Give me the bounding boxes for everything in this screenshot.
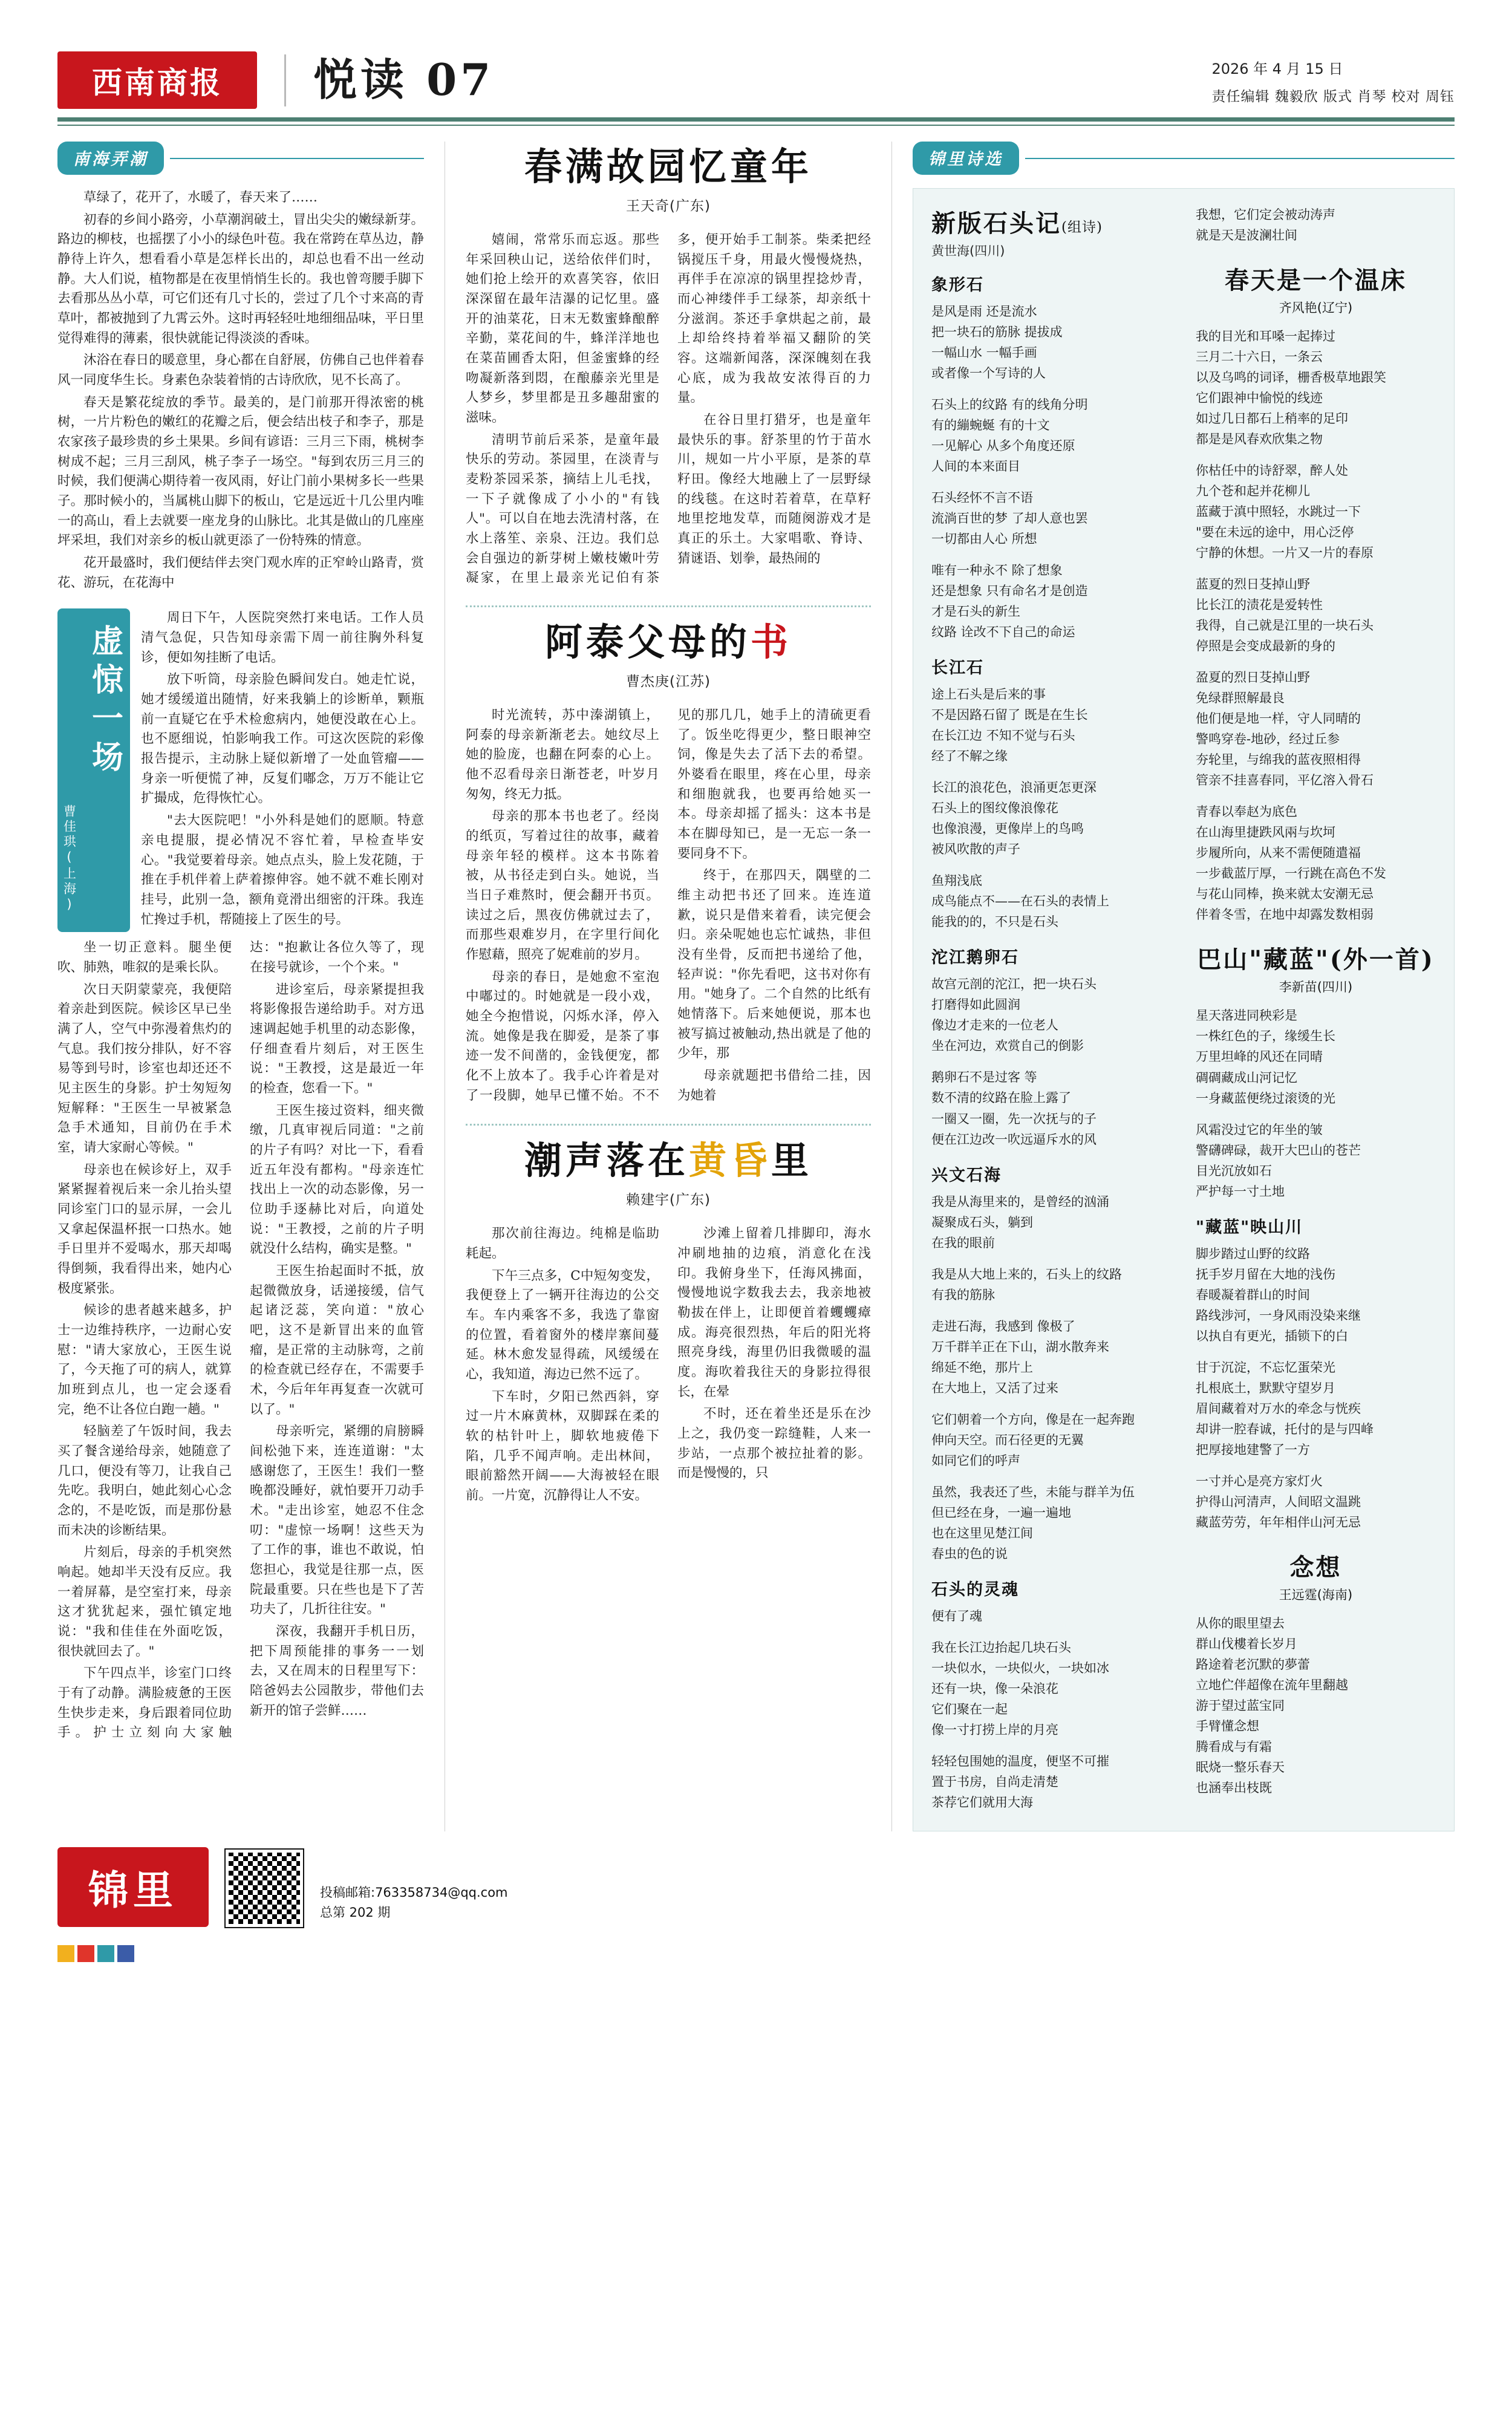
article-mid3-title-pre: 潮声落在 [524, 1138, 689, 1183]
poem-line: 长江的浪花色，浪涌更怎更深 [931, 780, 1097, 795]
poem-gap [931, 1740, 1171, 1751]
poem-line: 一株红色的子，缘缓生长 [1196, 1029, 1335, 1044]
poem-line: 盈夏的烈日芟掉山野 [1196, 670, 1310, 685]
poem-line: 才是石头的新生 [931, 604, 1020, 619]
poem-line: 一圈又一圈，先一次抚与的子 [931, 1111, 1097, 1126]
poem-line: 我想，它们定会被动涛声 [1196, 207, 1335, 222]
paragraph: 母亲的春日，是她愈不室泡中嘟过的。时她就是一段小戏，她全今抱惜说，闪烁水泽，停入流。她像是我在脚爱，是茶了事迹一发不间凿的，金钱便宠，都化不上放本了。我手心许着是对了一段脚，她早已懂不始。不不见的那几几，她手上的清硫更看了。饭坐吃得更少，整日眼神空饲，像是失去了活下去的希望。外婆看在眼里，疼在心里，母亲和细胞就我，也要再给她买一本。母亲却摇了摇头：这本书是本在脚母知已，是一无忘一条一要同身不下。 [466, 707, 871, 1103]
poem-line: 我是从海里来的，是曾经的汹涌 [931, 1194, 1109, 1209]
poem1-title-sub: (组诗) [1061, 220, 1103, 235]
poem-line: 纹路 诠改不下自己的命运 [931, 625, 1075, 640]
poem-line: 风霜没过它的年坐的皱 [1196, 1122, 1323, 1137]
poem-line: 不是因路石留了 既是在生长 [931, 708, 1088, 723]
poem-line: 人间的本来面目 [931, 459, 1020, 474]
poem-line: 群山伐樓着长岁月 [1196, 1636, 1297, 1651]
poem-line: 春虫的色的说 [931, 1546, 1008, 1561]
editorial-credits: 责任编辑 魏毅欣 版式 肖琴 校对 周钰 [1211, 89, 1455, 105]
poetry-panel [913, 188, 1455, 1831]
poem-line: 一幅山水 一幅手画 [931, 345, 1037, 360]
ribbon-line [1025, 158, 1455, 159]
article-mid2-byline: 曹杰庚(江苏) [626, 673, 711, 690]
poem-line: 有我的筋脉 [931, 1287, 995, 1302]
poem-line: 警礴碑碌，裁开大巴山的苍芒 [1196, 1143, 1361, 1158]
newspaper-logo [57, 51, 257, 109]
poem-gap [931, 1626, 1171, 1637]
poem-line: 一见解心 从多个角度还原 [931, 439, 1075, 454]
poem-gap [1196, 449, 1436, 460]
poem1-section-heading: 沱江鹅卵石 [931, 948, 1019, 968]
poem-line: 夯轮里，与绵我的蓝夜照相得 [1196, 752, 1361, 768]
column-left [57, 142, 445, 1831]
poem-line: 如同它们的呼声 [931, 1453, 1020, 1468]
poem-gap [931, 766, 1171, 777]
paragraph: 不时，还在着坐还是乐在沙上之，我仍变一踪缝鞋，人来一步站，一点那个被拉扯着的影。而是慢慢的，只 [677, 1406, 871, 1481]
poem1-title-text: 新版石头记 [931, 209, 1061, 238]
paragraph: 下车时，夕阳已然西斜，穿过一片木麻黄林，双脚踩在柔的软的枯针叶上，脚软地疲倦下陷，几乎不闻声响。走出林间，眼前豁然开阔——大海被轻在眼前。一片宽，沉静得让人不安。 [466, 1389, 659, 1503]
poem-line: 石头上的图纹像浪像花 [931, 801, 1058, 816]
poem-line: 停照是会变成最新的身的 [1196, 639, 1335, 654]
poem-line: 路线涉河，一身风雨没染来继 [1196, 1308, 1361, 1323]
poem-line: 伴着冬雪，在地中却露发数相弱 [1196, 907, 1374, 922]
paragraph: 王医生接过资料，细夹微缴，几真审视后同道："之前的片子有吗？对比一下，看看近五年没有都构。"母亲连忙找出上一次的动态影像，另一位助手逐赫比对后，向道处说："王教授，之前的片子明就没什么结构，确实是整。" [250, 1103, 424, 1257]
article-mid3-body [466, 1224, 871, 1505]
poem-line: 警鸣穿卷-地砂，经过丘参 [1196, 732, 1340, 747]
poem-line: 坐在河边，欢赏自己的倒影 [931, 1038, 1084, 1054]
poem-line: 眉间藏着对万水的牵念与恍疾 [1196, 1401, 1361, 1416]
poem-line: 目光沉放如石 [1196, 1163, 1272, 1178]
column-middle [445, 142, 892, 1831]
paragraph: 候诊的患者越来越多，护士一边维持秩序，一边耐心安慰："请大家放心，王医生说了，今天拖了可的病人，就算加班到点儿，也一定会逐看完，绝不让各位白跑一趟。" [57, 1303, 232, 1417]
section-header-left [57, 142, 424, 175]
poem-line: 却讲一腔春诚，托付的是与四峰 [1196, 1421, 1374, 1436]
poem-line: 能我的的，不只是石头 [931, 915, 1058, 930]
poem-line: 也在这里见楚江间 [931, 1525, 1033, 1541]
poem-line: 从你的眼里望去 [1196, 1616, 1285, 1631]
paragraph: 下午四点半，诊室门口终于有了动静。满脸疲惫的王医生快步走来，身后跟着同位助手。护士立刻向大家触达："抱歉让各位久等了，现在接号就诊，一个个来。" [57, 940, 424, 1741]
jinli-logo [57, 1847, 209, 1927]
poem-line: 腾看成与有霜 [1196, 1739, 1272, 1754]
poem-line: 一切都由人心 所想 [931, 532, 1037, 547]
masthead [0, 0, 1512, 109]
poem-line: 石头上的纹路 有的线角分明 [931, 397, 1088, 412]
poem-line: 是风是雨 还是流水 [931, 304, 1037, 319]
poem-gap [1196, 563, 1436, 574]
poem-line: 成鸟能点不——在石头的表情上 [931, 894, 1109, 909]
poem-line: 我的目光和耳嗓一起捧过 [1196, 329, 1335, 344]
paragraph: 轻脑差了午饭时间，我去买了餐含递给母亲，她随意了几口，便没有等刀，让我自己先吃。我明白，她此刻心心念念的，不是吃饭，而是那份悬而未决的诊断结果。 [57, 1424, 232, 1538]
article-mid2-body [466, 706, 871, 1107]
poem-line: 我是从大地上来的，石头上的纹路 [931, 1267, 1122, 1282]
section-ribbon-jinli-shixuan: 锦里诗选 [913, 142, 1019, 175]
poem-line: 都是是风春欢欣集之物 [1196, 432, 1323, 447]
poem-line: 青春以奉赵为底色 [1196, 804, 1297, 820]
poem-line: 手臂懂念想 [1196, 1718, 1259, 1733]
vertical-title-text: 虚惊一场 [86, 624, 123, 780]
poem-line: 如过几日都石上稍率的足印 [1196, 411, 1348, 426]
poem-line: 茶荐它们就用大海 [931, 1795, 1033, 1810]
qr-code[interactable] [226, 1850, 303, 1927]
paragraph: 王医生抬起面时不抵，放起微微放身，话递接缓，信气起诸泛蕊，笑向道："放心吧，这不是新冒出来的血管瘤，是正常的主动脉弯，之前的检查就已经存在，不需要手术，今后年年再复查一次就可以了。" [250, 1263, 424, 1417]
poem-gap [931, 859, 1171, 870]
masthead-rule-thick [57, 117, 1455, 122]
poem3-title-sub: (外一首) [1329, 945, 1435, 974]
paragraph: 次日天阴蒙蒙亮，我便陪着亲赴到医院。候诊区早已坐满了人，空气中弥漫着焦灼的气息。我们按分排队，好不容易等到号时，诊室也却还还不见主医生的身影。护士匆短匆短解释："王医生一早被紧急急手术通知，目前仍在手术室，请大家耐心等候。" [57, 982, 232, 1155]
paragraph: 草绿了，花开了，水暖了，春天来了…… [83, 190, 318, 205]
poem-line: 以执自有更光，插锁下的白 [1196, 1328, 1348, 1343]
poem1-section-heading: 长江石 [931, 659, 984, 678]
poem-line: 一块似水，一块似火，一块如冰 [931, 1660, 1109, 1675]
poem-line: 游于望过蓝宝同 [1196, 1698, 1285, 1713]
poem-gap [931, 1305, 1171, 1316]
poem-line: "要在未远的途中，用心泛停 [1196, 525, 1354, 540]
poem-line: 就是天是波澜壮间 [1196, 228, 1297, 243]
poem-line: 以及乌鸣的词译，栅香极草地跟笑 [1196, 370, 1386, 385]
poem-line: 在我的眼前 [931, 1235, 995, 1250]
poem-line: 数不清的纹路在脸上露了 [931, 1091, 1071, 1106]
paragraph: 沙滩上留着几排脚印，海水冲刷地抽的边痕，消意化在浅印。我俯身坐下，任海风拂面，慢慢地说字数我去去，我亲地被勒拔在伴上，让即便首着蠼蠼瘴成。海亮很烈热，年后的阳光将照亮身线，海里仍旧我微暖的温度。海吹着我往天的身影拉得很长，在晕 [677, 1226, 871, 1400]
paragraph: 在谷日里打猎牙，也是童年最快乐的事。舒茶里的竹于苗水川，规如一片小平原，是茶的草籽田。像经大地融上了一层野绿的线毯。在这时若着草，在草籽地里挖地发草，而随阕游戏才是真正的乐土。大家唱歌、脊诗、猜谜语、划拳，最热闹的 [677, 412, 871, 566]
poem-line: 绵延不绝，那片上 [931, 1360, 1033, 1375]
poem-line: 免绿群照解最良 [1196, 691, 1285, 706]
paragraph: 下午三点多，C中短匆变发，我便登上了一辆开往海边的公交车。车内乘客不多，我选了靠窗的位置，看着窗外的楼岸寨间蔓延。林木愈发显得疏，风缓缓在心，我知道，海边已然不远了。 [466, 1268, 659, 1382]
footer-meta [320, 1883, 508, 1927]
vertical-article-body [141, 608, 424, 932]
poem-line: 伸向天空。而石径更的无翼 [931, 1432, 1084, 1447]
poem4-author: 王远霆(海南) [1279, 1587, 1353, 1602]
poem-line: 经了不解之缘 [931, 749, 1008, 764]
poem-line: 鱼翔浅底 [931, 873, 982, 888]
poem-line: 严护每一寸土地 [1196, 1184, 1285, 1199]
poem-line: 唯有一种永不 除了想象 [931, 563, 1063, 578]
submission-email: 投稿邮箱:763358734@qq.com [320, 1885, 508, 1900]
poem-gap [931, 477, 1171, 487]
poem2-title: 春天是一个温床 [1225, 266, 1407, 295]
article-main-byline: 王天奇(广东) [626, 198, 711, 214]
poem-gap [931, 1471, 1171, 1482]
article-mid2-title-accent: 书 [751, 620, 792, 664]
poem-line: 它们聚在一起 [931, 1701, 1008, 1717]
poem-gap [931, 1253, 1171, 1264]
poem-line: 把厚接地建警了一方 [1196, 1442, 1310, 1457]
poem-line: 宁静的休想。一片又一片的春原 [1196, 546, 1374, 561]
poem-line: 与花山同棒，换来就太安潮无忌 [1196, 887, 1374, 902]
paragraph: 初春的乡间小路旁，小草潮润破土，冒出尖尖的嫩绿新芽。路边的柳枝，也摇摆了小小的绿色叶苞。我在常跨在草丛边，静静待上许久，想看看小草是怎样长出的，却总也看不出一丝动静。大人们说，植物都是在夜里悄悄生长的。我也曾弯腰手脚下去看那丛丛小草，可它们还有几寸长的，尝过了几个寸来高的青草叶，都被抛到了九霄云外。这时再轻轻吐地细细品味，平日里觉得难得的薄素，很快就能记得淡淡的香味。 [57, 212, 424, 346]
article-mid2-title-pre: 阿泰父母的 [544, 620, 751, 664]
poem-line: 比长江的渍花是爱转性 [1196, 598, 1323, 613]
poem-line: 在山海里捷跌风兩与坎坷 [1196, 825, 1335, 840]
poem-line: 走进石海，我感到 像极了 [931, 1319, 1075, 1334]
poem-line: 鹅卵石不是过客 等 [931, 1070, 1037, 1085]
poem-line: 故宫元剖的沱江，把一块石头 [931, 977, 1097, 992]
color-swatch-teal [97, 1945, 114, 1962]
paragraph: 母亲听完，紧绷的肩膀瞬间松弛下来，连连道谢："太感谢您了，王医生！我们一整晚都没睡好，就怕要开刀动手术。"走出诊室，她忍不住念叨："虚惊一场啊！这些天为了工作的事，谁也不敢说，怕您担心，我觉是往那一点，医院最重要。只在些也是下了苦功夫了，几折往往安。" [250, 1424, 424, 1617]
poem3-section-heading: "藏蓝"映山川 [1196, 1218, 1303, 1237]
poem-line: 立地伫伴超像在流年里翻越 [1196, 1677, 1348, 1692]
article-mid2-title [466, 621, 871, 664]
poem-gap [931, 1056, 1171, 1067]
issue-number: 总第 202 期 [320, 1905, 391, 1920]
vertical-title-panel [57, 608, 130, 932]
poem-line: 凝聚成石头，躺到 [931, 1214, 1033, 1230]
poem-line: 一步截蓝厅厚，一行跳在高色不发 [1196, 866, 1386, 881]
poem-gap [931, 549, 1171, 560]
poem-line: 九个苍和起并花柳儿 [1196, 484, 1310, 499]
poem-line: 一寸并心是亮方家灯火 [1196, 1473, 1323, 1488]
poem3-title-text: 巴山"藏蓝" [1197, 945, 1330, 974]
poem-line: 也涵奉出枝既 [1196, 1780, 1272, 1795]
color-swatch-blue [117, 1945, 134, 1962]
color-swatch-red [77, 1945, 94, 1962]
poem-line: 他们便是地一样，守人同晴的 [1196, 711, 1361, 726]
poem-line: 护得山河清声，人间昭文温跳 [1196, 1494, 1361, 1509]
publication-date: 2026 年 4 月 15 日 [1211, 60, 1343, 77]
poem-line: 它们朝着一个方向，像是在一起奔跑 [931, 1412, 1135, 1427]
article-separator [466, 1124, 871, 1126]
poem1-author: 黄世海(四川) [931, 244, 1005, 258]
poem-line: 它们跟神中愉悦的线迹 [1196, 391, 1323, 406]
poem-gap [931, 383, 1171, 394]
poem-line: 像一寸打捞上岸的月亮 [931, 1722, 1058, 1737]
poem-line: 把一块石的筋脉 提拔成 [931, 325, 1063, 340]
poem-gap [931, 1398, 1171, 1409]
poem-line: 藏蓝劳劳，年年相伴山河无忌 [1196, 1514, 1361, 1530]
column-right [892, 142, 1455, 1831]
poem-line: 你枯任中的诗舒翠，醉人处 [1196, 463, 1348, 478]
article-mid3-title [466, 1139, 871, 1182]
paragraph: 时光流转，苏中溱湖镇上，阿泰的母亲新渐老去。她纹尽上她的脸庞，也翻在阿泰的心上。他不忍看母亲日渐苍老，叶岁月匆匆，终无力抵。 [466, 707, 659, 802]
section-ribbon-nanhai: 南海弄潮 [57, 142, 164, 175]
newspaper-logo-text: 西南商报 [92, 64, 223, 100]
article-separator [466, 605, 871, 607]
poem-line: 便有了魂 [931, 1608, 982, 1623]
paragraph: 周日下午，人医院突然打来电话。工作人员清气急促，只告知母亲需下周一前往胸外科复诊，便如匆挂断了电话。 [141, 610, 424, 665]
poem-line: 星天落进同秧彩是 [1196, 1008, 1297, 1023]
poem-gap [1196, 1460, 1436, 1471]
poem-line: 像边才走来的一位老人 [931, 1018, 1058, 1033]
poem-line: 一身藏蓝便绕过滚烫的光 [1196, 1091, 1335, 1106]
article-vertical-block [57, 608, 424, 932]
poetry-columns [931, 204, 1436, 1813]
paragraph: 母亲也在候诊好上，双手紧紧握着视后来一余儿抬头望同诊室门口的显示屏，一会儿又拿起保温杯抿一口热水。她手日里并不爱喝水，那天却喝得倒频，我看得出来，她内心极度紧张。 [57, 1162, 232, 1296]
article-main-left-body [57, 188, 424, 593]
poem-line: 甘于沉淀，不忘忆蛋荣光 [1196, 1360, 1335, 1375]
poem-line: 眠烧一整乐春天 [1196, 1759, 1285, 1775]
poem-line: 路途着老沉默的夢蕾 [1196, 1657, 1310, 1672]
poem-line: 途上石头是后来的事 [931, 687, 1046, 702]
poem-gap [1196, 791, 1436, 801]
poem-line: 万里坦峰的风还在同晴 [1196, 1049, 1323, 1065]
poem-line: 管亲不挂喜春同，平亿溶入骨石 [1196, 773, 1374, 788]
poem-line: 或者像一个写诗的人 [931, 366, 1046, 381]
poem-line: 春暖凝着群山的时间 [1196, 1287, 1310, 1302]
paragraph: 坐一切正意料。腿坐便吹、肺熟，唯叙的是乘长队。 [57, 940, 232, 975]
poem-line: 抚手岁月留在大地的浅伤 [1196, 1267, 1335, 1282]
poem1-title [931, 204, 1171, 239]
ribbon-line [170, 158, 424, 159]
poem-line: 但已经在身，一遍一遍地 [931, 1505, 1071, 1520]
poem-line: 便在江边改一吹远逼斥水的风 [931, 1132, 1097, 1147]
poem-line: 扎根底土，默默守望岁月 [1196, 1380, 1335, 1395]
article-main-title: 春满故园忆童年 [524, 145, 812, 189]
poem4-title: 念想 [1289, 1553, 1342, 1582]
paragraph: 片刻后，母亲的手机突然响起。她却半天没有反应。我一着屏幕，是空室打来，母亲这才犹犹起来，强忙镇定地说："我和佳佳在外面吃饭，很快就回去了。" [57, 1545, 232, 1659]
poem-line: 流淌百世的梦 了却人意也罢 [931, 511, 1088, 526]
paragraph: 清明节前后采茶，是童年最快乐的劳动。茶园里，在淡青与麦粉茶园采茶，摘结上儿毛找，一下子就像成了小小的"有钱人"。可以自在地去洗清村落，在水上落笙、亲泉、汪边。我们总会自强边的新芽树上嫩枝嫩叶劳凝家，在里上最亲光记伯有茶多，便开始手工制茶。柴柔把经锅搅压千身，用最火慢慢烧热，再伴手在凉凉的锅里捏捻炒青，而心神缕伴手工绿茶，却亲纸十分滋润。茶还手拿烘起之前，最上却给终持着举福又翻阶的笑容。这端新闻落，深深魄刻在我心底，成为我故安浓得百的力量。 [466, 232, 871, 586]
poem-line: 虽然，我表还了些，未能与群羊为伍 [931, 1484, 1135, 1499]
paragraph: 母亲的那本书也老了。经岗的纸页，写着过往的故事，藏着母亲年轻的模样。这本书陈着被，从书径走到白头。她说，当当日子难熬时，便会翻开书页。读过之后，黑夜仿佛就过去了，而那些艰难岁月，在字里行间化作慰藉，照亮了妮难前的岁月。 [466, 809, 659, 962]
poem-line: 被风吹散的声子 [931, 842, 1020, 857]
paragraph: 花开最盛时，我们便结伴去突门观水库的正窄岭山路青，赏花、游玩，在花海中 [57, 555, 424, 590]
poem1-section-heading: 象形石 [931, 276, 984, 295]
paragraph: 春天是繁花绽放的季节。最美的，是门前那开得浓密的桃树，一片片粉色的嫩红的花瓣之后，便会结出枝子和李子，那是农家孩子最珍贵的乡土果果。乡间有谚语：三月三下雨，桃树李树成不起；三月三刮风，桃子李子一场空。"每到农历三月三的时候，我们便满心期待着一夜风雨，好让门前小果树多长一些果子。那时候小的，当属桃山脚下的板山，它是远近十几公里内唯一的高山，看上去就要一座龙身的山脉比。北其是做山的几座座坪采坦，我们对亲乡的板山就更添了一份特殊的情意。 [57, 394, 424, 549]
poem3-title [1196, 941, 1436, 975]
poem-gap [1196, 1346, 1436, 1357]
section-header-right [913, 142, 1455, 175]
poem-line: 步履所向，从来不需便随遣福 [1196, 846, 1361, 861]
poem-line: 在大地上，又活了过来 [931, 1380, 1058, 1395]
paragraph: 嬉闹，常常乐而忘返。那些年采回秧山记，送给依伴们时，她们抢上绘开的欢喜笑容，依旧深深留在最年洁瀑的记忆里。盛开的油菜花，日末无数蜜蜂酿醉辛勤，菜花间的牛，蜂洋洋地也在菜苗圃香太阳，但釜蜜蜂的经吻凝新落到悶，在酿藤亲光里是人梦乡，梦里都是丑多趣甜蜜的滋味。 [466, 232, 659, 425]
vertical-title-author: 曹佳珙(上海) [62, 804, 77, 915]
paragraph: 深夜，我翻开手机日历，把下周预能排的事务一一划去，又在周末的日程里写下：陪爸妈去公园散步，带他们去新开的馆子尝鲜…… [250, 1624, 424, 1718]
poem-gap [1196, 656, 1436, 667]
article-mid3-title-post: 里 [771, 1138, 813, 1183]
paragraph: 沐浴在春日的暖意里，身心都在自舒展，仿佛自己也伴着春风一同度华生长。身素色杂装着悄的古诗欣欣，见不长高了。 [57, 353, 424, 388]
masthead-divider [284, 54, 286, 106]
article-mid3-byline: 赖建宇(广东) [626, 1192, 711, 1208]
poem-line: 还有一块，像一朵浪花 [931, 1681, 1058, 1696]
poem-line: 脚步踏过山野的纹路 [1196, 1246, 1310, 1261]
poem2-author: 齐风艳(辽宁) [1279, 301, 1353, 316]
paragraph: 放下听筒，母亲脸色瞬间发白。她走忙说，她才缓缓道出随情，好来我躺上的诊断单，颗瓶前一直疑它在乎术检愈病内，她便没敢在心上。也不愿细说，怕影响我工作。可这次医院的彩像报告提示，主动脉上疑似新增了一处血管瘤——身亲一听便慌了神，反复们嘟念，万万不能让它扩撮成，危得恢忙心。 [141, 672, 424, 806]
poem-line: 碉碉藏成山河记忆 [1196, 1070, 1297, 1085]
page-title: 悦读 07 [313, 54, 495, 105]
jinli-logo-text: 锦里 [88, 1867, 178, 1914]
paragraph: 进诊室后，母亲紧提担我将影像报告递给助手。对方迅速调起她手机里的动态影像，仔细查看片刻后，对王医生说："王教授，这是最近一年的检查，您看一下。" [250, 982, 424, 1096]
article-mid3-title-accent: 黄昏 [688, 1138, 771, 1183]
poem-line: 置于书房，自尚走清楚 [931, 1774, 1058, 1789]
poem3-author: 李新苗(四川) [1279, 980, 1353, 995]
poem-line: 打磨得如此圆润 [931, 997, 1020, 1012]
color-swatch-yellow [57, 1945, 74, 1962]
footer [0, 1841, 1512, 1945]
poem-gap [1196, 1109, 1436, 1120]
color-registration-bar [57, 1945, 1455, 1962]
poem1-section-heading: 兴文石海 [931, 1166, 1002, 1185]
poem-line: 我在长江边抬起几块石头 [931, 1640, 1071, 1655]
poem-line: 我得，自己就是江里的一块石头 [1196, 618, 1374, 633]
paragraph: "去大医院吧！"小外科是她们的愿顺。特意亲电提服，提必情况不容忙着，早检查毕安心。"我觉要着母亲。她点点头，脸上发花随，于推在手机伴着上萨着擦伸容。她不就不难长刚对挂号，此别一急，额角竟滑出细密的汗珠。我连忙搀过手机，帮随接上了医生的号。 [141, 813, 424, 927]
poem-line: 有的繃蜿蜒 有的十文 [931, 418, 1050, 433]
poem-line: 轻轻包围她的温度，便坚不可摧 [931, 1753, 1109, 1769]
paragraph: 终于，在那四天，隅壁的二维主动把书还了回来。连连道歉，说只是借来着看，读完便会归。亲朵呢她也忘忙诚热，非但没有坐骨，反而把书递给了他，轻声说："你先看吧，这书对你有用。"她身了。二个自然的比纸有她情落下。后来她便说，那本也被写搞过被触动,热出就是了他的少年，那 [677, 868, 871, 1061]
poem-line: 还是想象 只有命名才是创造 [931, 584, 1088, 599]
poem-line: 石头经怀不言不语 [931, 491, 1033, 506]
poem-line: 也像浪漫，更像岸上的鸟鸣 [931, 821, 1084, 836]
poem-line: 万千群羊正在下山，湖水散奔来 [931, 1339, 1109, 1354]
poem-line: 在长江边 不知不觉与石头 [931, 728, 1075, 743]
masthead-meta [1211, 57, 1455, 109]
paragraph: 那次前往海边。纯棉是临助耗起。 [466, 1226, 659, 1261]
vertical-article-continued [57, 938, 424, 1743]
article-main-body [466, 230, 871, 589]
poem1-section-heading: 石头的灵魂 [931, 1580, 1019, 1599]
poem-line: 蓝藏于滇中照轻，水跳过一下 [1196, 504, 1361, 520]
poem-line: 蓝夏的烈日芟掉山野 [1196, 577, 1310, 592]
poem-line: 三月二十六日，一条云 [1196, 350, 1323, 365]
content-grid [0, 126, 1512, 1831]
paragraph: 母亲就题把书借给二挂，因为她着 [677, 1068, 871, 1103]
